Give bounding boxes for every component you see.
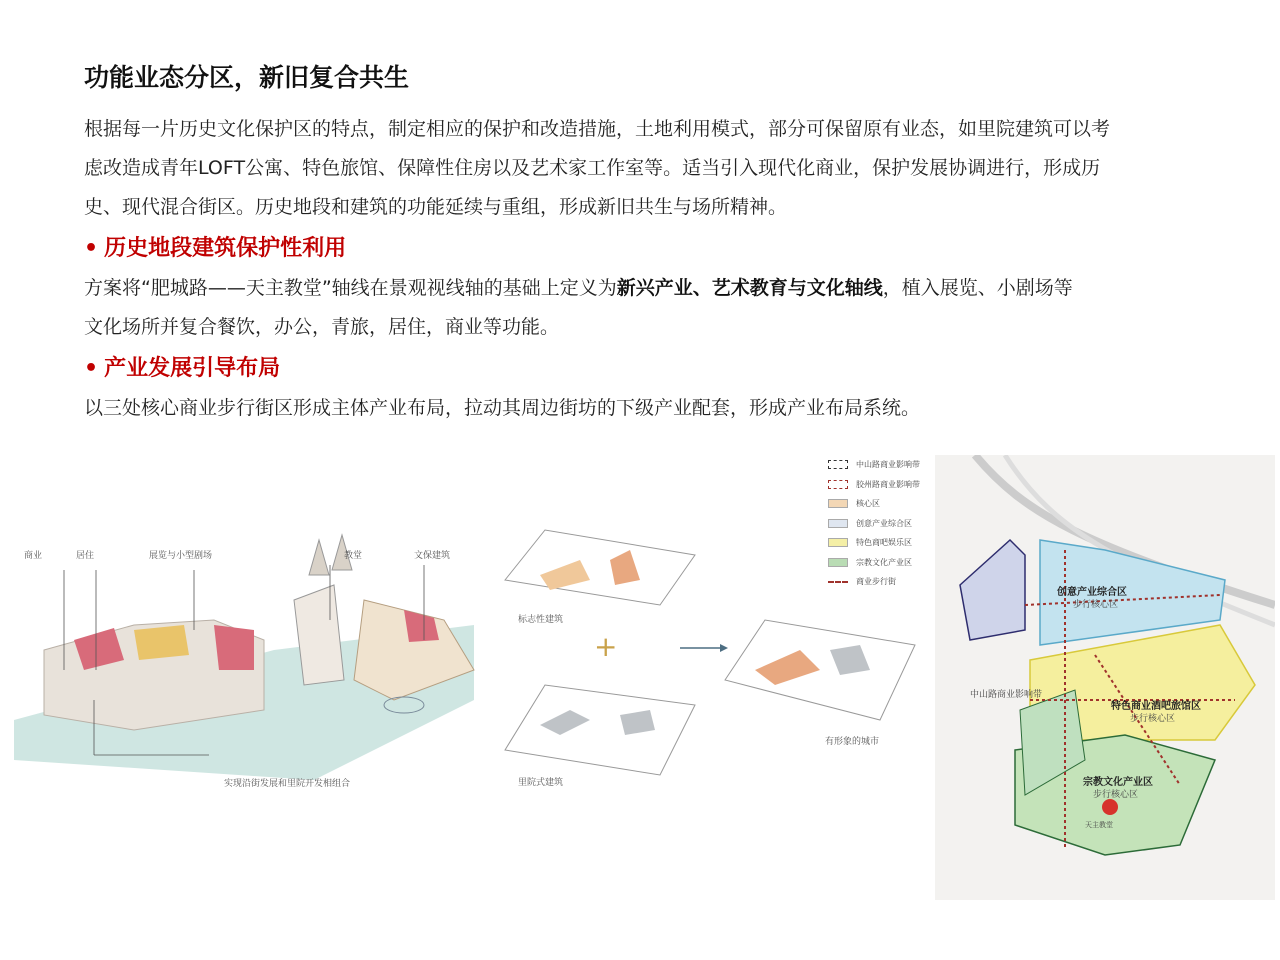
label-exhibition: 展览与小型剧场 bbox=[149, 551, 213, 561]
label-landmark: 标志性建筑 bbox=[518, 615, 564, 625]
legend-label: 宗教文化产业区 bbox=[856, 557, 912, 567]
label-church: 教堂 bbox=[344, 551, 363, 561]
legend-swatch bbox=[828, 499, 848, 508]
section1-heading-text: 历史地段建筑保护性利用 bbox=[104, 236, 347, 261]
zone-creative: 创意产业综合区 bbox=[1057, 587, 1127, 598]
section1-line1-post: ，植入展览、小剧场等 bbox=[882, 277, 1073, 299]
legend-item bbox=[828, 533, 948, 553]
label-liyuan: 里院式建筑 bbox=[518, 778, 564, 788]
bullet-icon: • bbox=[84, 356, 99, 381]
section1-line1-bold: 新兴产业、艺术教育与文化轴线 bbox=[616, 277, 883, 299]
intro-line-3: 史、现代混合街区。历史地段和建筑的功能延续与重组，形成新旧共生与场所精神。 bbox=[84, 196, 788, 218]
zone-bar: 特色商业酒吧旅馆区 bbox=[1111, 701, 1201, 712]
section2-line-1: 以三处核心商业步行街区形成主体产业布局，拉动其周边街坊的下级产业配套，形成产业布局系统。 bbox=[84, 397, 921, 419]
zone-zhongshan: 中山路商业影响带 bbox=[970, 690, 1043, 700]
iso-caption: 实现沿街发展和里院开发相组合 bbox=[224, 779, 351, 789]
label-city-image: 有形象的城市 bbox=[825, 737, 880, 747]
legend-label: 胶州路商业影响带 bbox=[856, 479, 920, 489]
legend-label: 特色商吧娱乐区 bbox=[856, 538, 912, 548]
zone-creative-sub: 步行核心区 bbox=[1073, 600, 1119, 610]
isometric-street-figure bbox=[14, 530, 484, 790]
section2-heading-text: 产业发展引导布局 bbox=[104, 356, 281, 381]
legend-swatch bbox=[828, 480, 848, 489]
section1-line-1 bbox=[84, 269, 1254, 308]
legend-item bbox=[828, 475, 948, 495]
bullet-icon: • bbox=[84, 236, 99, 261]
text-block bbox=[84, 58, 1254, 428]
isometric-street-illustration bbox=[14, 530, 484, 790]
legend-item bbox=[828, 514, 948, 534]
map-legend bbox=[828, 455, 948, 592]
legend-swatch bbox=[828, 519, 848, 528]
legend-item bbox=[828, 572, 948, 592]
zone-bar-sub: 步行核心区 bbox=[1130, 714, 1176, 724]
plus-icon: + bbox=[594, 630, 618, 663]
section1-heading bbox=[84, 229, 1254, 269]
zone-religious: 宗教文化产业区 bbox=[1083, 777, 1153, 788]
legend-item bbox=[828, 494, 948, 514]
label-heritage: 文保建筑 bbox=[414, 551, 451, 561]
legend-label: 核心区 bbox=[856, 499, 880, 509]
intro-line-1: 根据每一片历史文化保护区的特点，制定相应的保护和改造措施，土地利用模式，部分可保留原有业态，如里院建筑可以考 bbox=[84, 118, 1111, 140]
zone-religious-sub: 步行核心区 bbox=[1093, 790, 1139, 800]
legend-label: 中山路商业影响带 bbox=[856, 460, 920, 470]
legend-swatch bbox=[828, 538, 848, 547]
legend-swatch bbox=[828, 460, 848, 469]
label-commerce: 商业 bbox=[24, 551, 43, 561]
legend-swatch bbox=[828, 581, 848, 583]
section2-heading bbox=[84, 349, 1254, 389]
legend-swatch bbox=[828, 558, 848, 567]
legend-label: 商业步行街 bbox=[856, 577, 896, 587]
legend-item bbox=[828, 553, 948, 573]
intro-line-2: 虑改造成青年LOFT公寓、特色旅馆、保障性住房以及艺术家工作室等。适当引入现代化商业，保护发展协调进行，形成历 bbox=[84, 157, 1101, 179]
section1-line-2: 文化场所并复合餐饮，办公，青旅，居住，商业等功能。 bbox=[84, 316, 560, 338]
label-residence: 居住 bbox=[76, 551, 95, 561]
church-label: 天主教堂 bbox=[1085, 821, 1113, 829]
legend-item bbox=[828, 455, 948, 475]
section1-line1-pre: 方案将“肥城路——天主教堂”轴线在景观视线轴的基础上定义为 bbox=[84, 277, 617, 299]
legend-label: 创意产业综合区 bbox=[856, 518, 912, 528]
page-title: 功能业态分区，新旧复合共生 bbox=[84, 63, 410, 92]
